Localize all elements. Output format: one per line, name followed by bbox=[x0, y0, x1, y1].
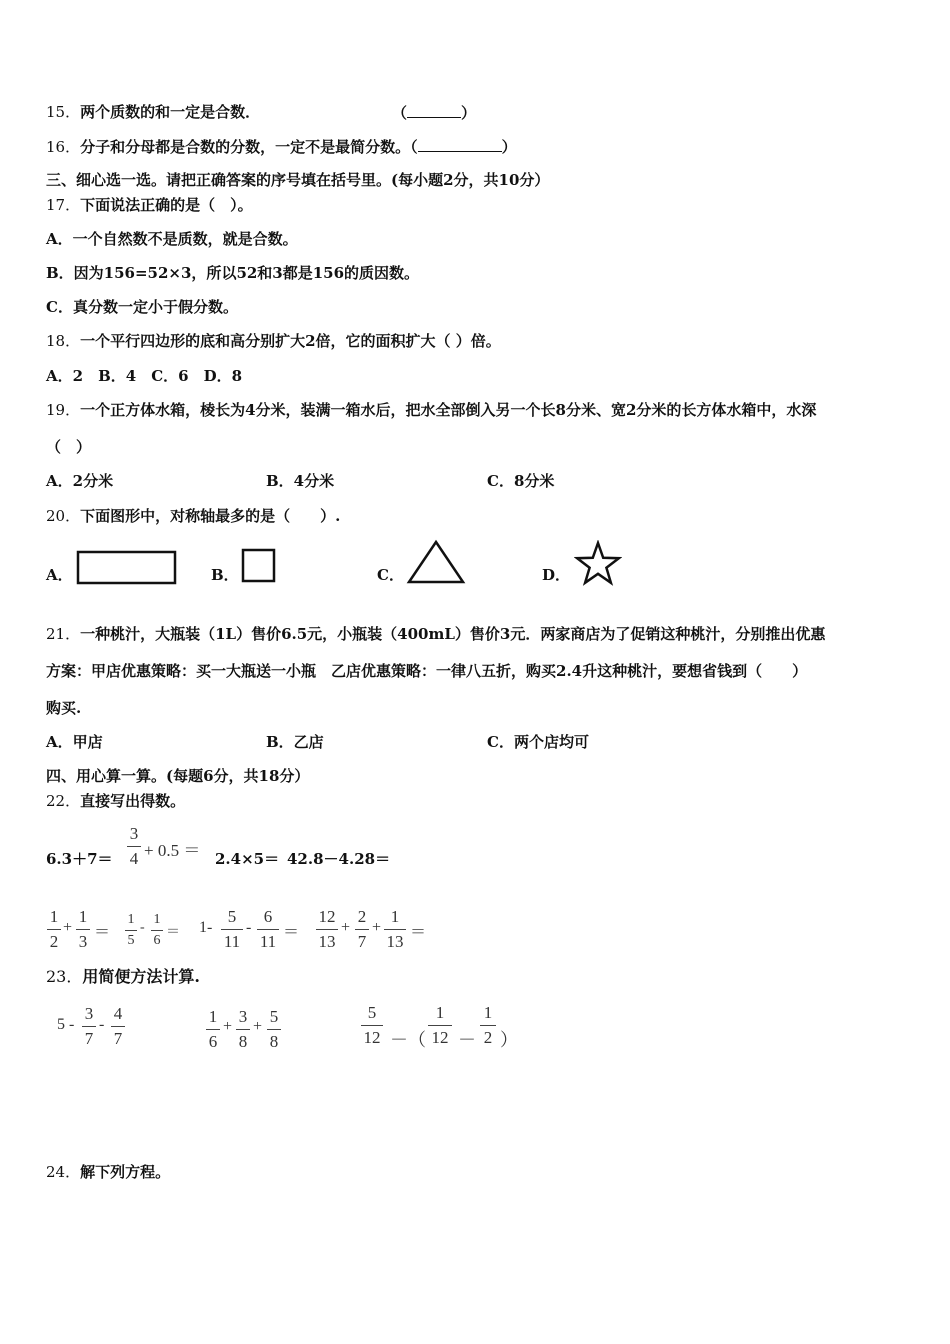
denominator: 12 bbox=[363, 1028, 381, 1047]
star-icon bbox=[574, 540, 622, 586]
option-19-b[interactable]: B．4分米 bbox=[266, 472, 335, 490]
question-19 bbox=[46, 401, 816, 419]
denominator: 6 bbox=[208, 1032, 218, 1051]
question-number: 15． bbox=[46, 103, 81, 121]
question-number: 16． bbox=[46, 138, 81, 156]
fraction-bar bbox=[125, 930, 137, 931]
numerator: 5 bbox=[227, 907, 237, 926]
denominator: 12 bbox=[431, 1028, 449, 1047]
question-text: 分子和分母都是合数的分数，一定不是最简分数。（ bbox=[80, 138, 418, 156]
fraction-bar bbox=[355, 929, 369, 930]
question-23 bbox=[46, 968, 200, 986]
denominator: 2 bbox=[49, 932, 59, 951]
operator: - bbox=[140, 920, 145, 935]
option-19-a[interactable]: A．2分米 bbox=[46, 472, 114, 490]
fraction bbox=[267, 1007, 281, 1052]
question-number: 20． bbox=[46, 507, 81, 525]
numerator: 1 bbox=[153, 912, 161, 927]
fraction-bar bbox=[236, 1029, 250, 1030]
numerator: 3 bbox=[238, 1007, 248, 1026]
option-20-a[interactable]: A． bbox=[46, 566, 73, 584]
equals: ＝ bbox=[166, 925, 180, 940]
numerator: 12 bbox=[318, 907, 336, 926]
option-21-c[interactable]: C．两个店均可 bbox=[487, 733, 589, 751]
numerator: 1 bbox=[208, 1007, 218, 1026]
answer-blank-16[interactable] bbox=[418, 137, 502, 152]
fraction-bar bbox=[206, 1029, 220, 1030]
denominator: 13 bbox=[386, 932, 404, 951]
fraction-bar bbox=[76, 929, 90, 930]
options-18[interactable]: A．2 B．4 C．6 D．8 bbox=[46, 367, 243, 385]
denominator: 2 bbox=[483, 1028, 493, 1047]
operator: + bbox=[223, 1018, 233, 1035]
fraction-bar bbox=[257, 929, 279, 930]
option-17-b[interactable]: B．因为156=52×3，所以52和3都是156的质因数。 bbox=[46, 264, 420, 282]
operator: －（ bbox=[390, 1030, 426, 1050]
option-17-a[interactable]: A．一个自然数不是质数，就是合数。 bbox=[46, 230, 298, 248]
equals: ＝ bbox=[94, 924, 111, 941]
numerator: 4 bbox=[113, 1004, 123, 1023]
section-3-heading: 三、细心选一选。请把正确答案的序号填在括号里。(每小题2分，共10分） bbox=[46, 171, 550, 189]
fraction-bar bbox=[47, 929, 61, 930]
option-19-c[interactable]: C．8分米 bbox=[487, 472, 555, 490]
fraction bbox=[480, 1003, 496, 1048]
option-21-a[interactable]: A．甲店 bbox=[46, 733, 103, 751]
fraction-bar bbox=[221, 929, 243, 930]
operator: + bbox=[372, 919, 382, 936]
fraction bbox=[151, 912, 163, 949]
option-17-c[interactable]: C．真分数一定小于假分数。 bbox=[46, 298, 238, 316]
square-icon bbox=[241, 548, 277, 584]
question-text: 解下列方程。 bbox=[80, 1163, 171, 1181]
question-text-line-1: 一种桃汁，大瓶装（1L）售价6.5元，小瓶装（400mL）售价3元．两家商店为了促销这种桃汁，分别推出优惠 bbox=[80, 625, 826, 643]
question-21-line-3: 购买. bbox=[46, 699, 82, 717]
numerator: 2 bbox=[357, 907, 367, 926]
denominator: 11 bbox=[259, 932, 277, 951]
plus-point-five: + 0.5 ＝ bbox=[144, 841, 201, 860]
denominator: 7 bbox=[357, 932, 367, 951]
option-20-c[interactable]: C． bbox=[377, 566, 404, 584]
option-20-d[interactable]: D． bbox=[542, 566, 571, 584]
question-20 bbox=[46, 507, 340, 525]
question-number: 19． bbox=[46, 401, 81, 419]
question-21-line-2: 方案：甲店优惠策略：买一大瓶送一小瓶 乙店优惠策略：一律八五折，购买2.4升这种桃汁，要想省钱到（ ） bbox=[46, 662, 808, 680]
fraction-bar bbox=[384, 929, 406, 930]
denominator: 7 bbox=[84, 1029, 94, 1048]
fraction-bar bbox=[480, 1025, 496, 1026]
denominator: 6 bbox=[153, 933, 161, 948]
question-number: 18． bbox=[46, 332, 81, 350]
lead-term: 5 - bbox=[57, 1016, 75, 1033]
denominator: 4 bbox=[129, 849, 139, 868]
denominator: 13 bbox=[318, 932, 336, 951]
equals: ＝ bbox=[410, 924, 427, 941]
paren-close: ） bbox=[500, 1030, 518, 1050]
operator: + bbox=[341, 919, 351, 936]
question-number: 21． bbox=[46, 625, 81, 643]
numerator: 6 bbox=[263, 907, 273, 926]
fraction-bar bbox=[267, 1029, 281, 1030]
question-18 bbox=[46, 332, 501, 350]
blank-line bbox=[407, 103, 461, 118]
fraction bbox=[221, 907, 243, 952]
denominator: 3 bbox=[78, 932, 88, 951]
answer-paren-19[interactable]: （ ） bbox=[46, 438, 92, 456]
operator: - bbox=[246, 919, 252, 936]
fraction bbox=[206, 1007, 220, 1052]
fraction bbox=[82, 1004, 96, 1049]
denominator: 11 bbox=[223, 932, 241, 951]
numerator: 5 bbox=[269, 1007, 279, 1026]
fraction bbox=[257, 907, 279, 952]
operator: － bbox=[458, 1030, 476, 1050]
equals: ＝ bbox=[283, 924, 300, 941]
option-21-b[interactable]: B．乙店 bbox=[266, 733, 324, 751]
fraction-bar bbox=[361, 1025, 383, 1026]
paren-close: ） bbox=[461, 104, 477, 122]
question-17 bbox=[46, 196, 253, 214]
question-text: 一个正方体水箱，棱长为4分米，装满一箱水后，把水全部倒入另一个长8分米、宽2分米的长方体水箱中，水深 bbox=[80, 401, 817, 419]
section-4-heading: 四、用心算一算。(每题6分，共18分） bbox=[46, 767, 310, 785]
operator: + bbox=[253, 1018, 263, 1035]
triangle-icon bbox=[406, 539, 466, 585]
fraction bbox=[127, 824, 141, 869]
fraction bbox=[47, 907, 61, 952]
calc-42-8-minus-4-28: 42.8－4.28＝ bbox=[287, 850, 391, 868]
question-number: 24． bbox=[46, 1163, 81, 1181]
calc-6-3-plus-7: 6.3＋7＝ bbox=[46, 850, 113, 868]
numerator: 3 bbox=[129, 824, 139, 843]
denominator: 5 bbox=[127, 933, 135, 948]
fraction-bar bbox=[316, 929, 338, 930]
fraction bbox=[316, 907, 338, 952]
numerator: 1 bbox=[390, 907, 400, 926]
paren-open: （ bbox=[392, 104, 408, 122]
numerator: 1 bbox=[49, 907, 59, 926]
question-number: 22． bbox=[46, 792, 81, 810]
calc-2-4-times-5: 2.4×5＝ bbox=[215, 850, 280, 868]
fraction bbox=[361, 1003, 383, 1048]
operator: + bbox=[63, 919, 73, 936]
question-24 bbox=[46, 1163, 170, 1181]
paren-close: ） bbox=[501, 138, 517, 156]
denominator: 8 bbox=[238, 1032, 248, 1051]
fraction bbox=[111, 1004, 125, 1049]
fraction bbox=[236, 1007, 250, 1052]
question-text: 两个质数的和一定是合数． bbox=[80, 103, 261, 121]
fraction-bar bbox=[428, 1025, 452, 1026]
numerator: 1 bbox=[483, 1003, 493, 1022]
option-20-b[interactable]: B． bbox=[211, 566, 239, 584]
numerator: 1 bbox=[127, 912, 135, 927]
question-text: 下面说法正确的是（ ）。 bbox=[80, 196, 253, 214]
denominator: 7 bbox=[113, 1029, 123, 1048]
fraction-bar bbox=[151, 930, 163, 931]
fraction bbox=[384, 907, 406, 952]
question-15 bbox=[46, 103, 260, 121]
fraction-bar bbox=[127, 846, 141, 847]
rectangle-icon bbox=[76, 550, 178, 585]
fraction-bar bbox=[111, 1026, 125, 1027]
answer-blank-15[interactable] bbox=[392, 103, 476, 122]
question-number: 17． bbox=[46, 196, 81, 214]
fraction bbox=[428, 1003, 452, 1048]
question-number: 23． bbox=[46, 967, 83, 986]
fraction bbox=[355, 907, 369, 952]
operator: - bbox=[99, 1016, 105, 1033]
fraction bbox=[76, 907, 90, 952]
question-16 bbox=[46, 137, 517, 156]
fraction bbox=[125, 912, 137, 949]
question-text: 用简便方法计算. bbox=[82, 967, 200, 986]
question-21 bbox=[46, 625, 825, 643]
numerator: 5 bbox=[367, 1003, 377, 1022]
numerator: 3 bbox=[84, 1004, 94, 1023]
question-text: 下面图形中，对称轴最多的是（ ）. bbox=[80, 507, 341, 525]
numerator: 1 bbox=[435, 1003, 445, 1022]
lead-term: 1- bbox=[199, 919, 213, 936]
numerator: 1 bbox=[78, 907, 88, 926]
denominator: 8 bbox=[269, 1032, 279, 1051]
question-text: 一个平行四边形的底和高分别扩大2倍，它的面积扩大（ ）倍。 bbox=[80, 332, 501, 350]
question-text: 直接写出得数。 bbox=[80, 792, 186, 810]
question-22 bbox=[46, 792, 185, 810]
fraction-bar bbox=[82, 1026, 96, 1027]
